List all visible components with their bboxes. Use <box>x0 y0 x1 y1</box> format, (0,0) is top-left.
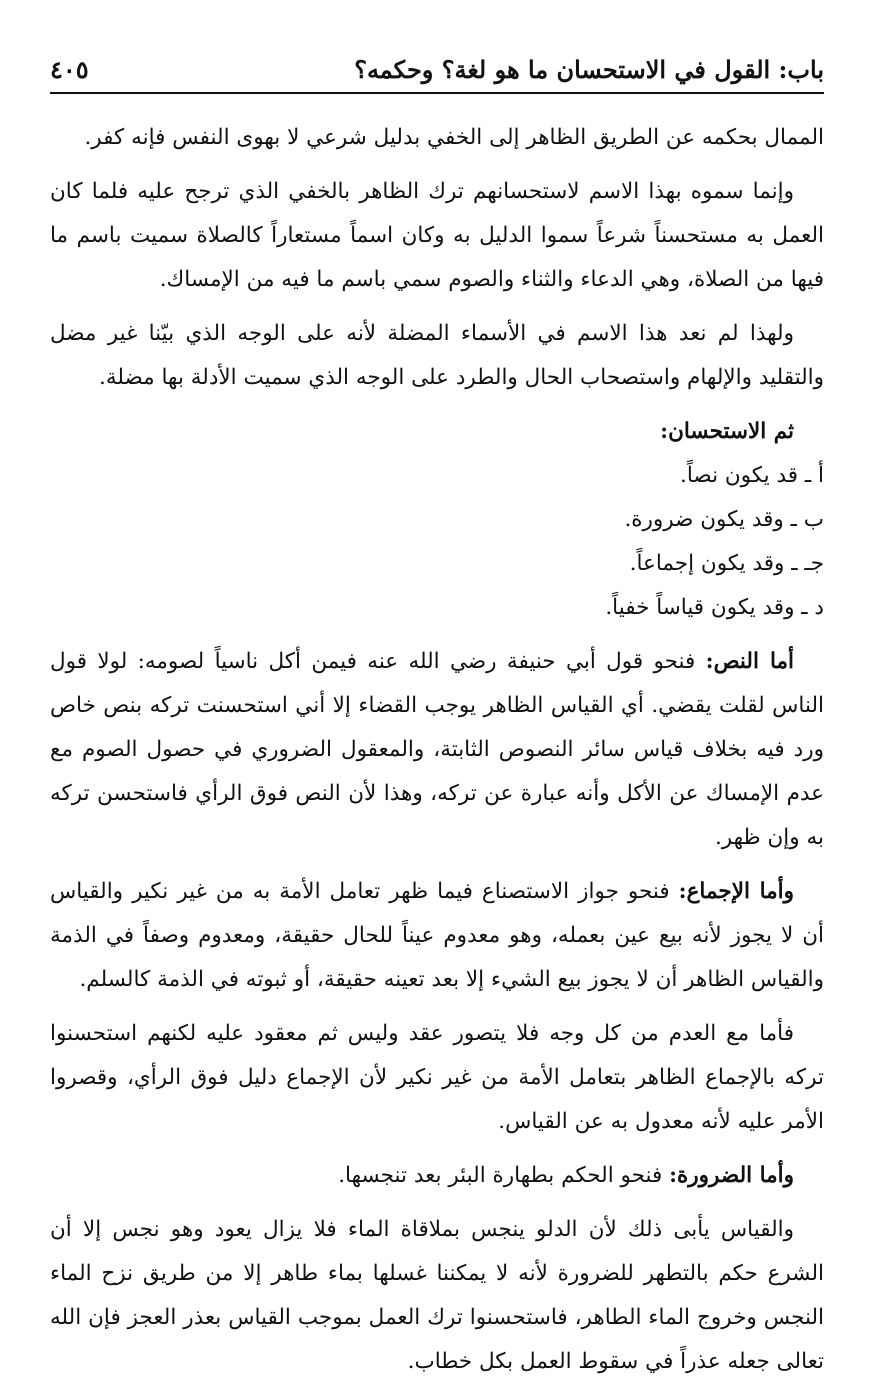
paragraph-naming-reason: وإنما سموه بهذا الاسم لاستحسانهم ترك الظاهر بالخفي الذي ترجح عليه فلما كان العمل به مستحسناً شرعاً سموا الدليل به وكان اسماً مستعاراً كالصلاة سميت باسم ما فيها من الصلاة، وهي الدعاء والثناء والصوم سمي باسم ما فيه من الإمساك. <box>50 179 824 292</box>
paragraph-body: فنحو الحكم بطهارة البئر بعد تنجسها. <box>338 1163 670 1188</box>
paragraph-body: فنحو قول أبي حنيفة رضي الله عنه فيمن أكل ناسياً لصومه: لولا قول الناس لقلت يقضي. أي القياس الظاهر يوجب القضاء إلا أني استحسنت تركه بنص خاص ورد فيه بخلاف قياس سائر النصوص الثابتة، والمعقول الضروري في حصول الصوم مع عدم الإمساك عن الأكل وأنه عبارة عن تركه، وهذا لأن النص فوق الرأي فاستحسن تركه به وإن ظهر. <box>50 649 824 850</box>
page-body <box>50 116 824 1384</box>
paragraph-text-type <box>50 640 824 860</box>
paragraph-consensus-type <box>50 870 824 1002</box>
paragraph-necessity-type <box>50 1154 824 1198</box>
paragraph-lead: وأما الإجماع: <box>678 879 795 904</box>
paragraph-continuation: الممال بحكمه عن الطريق الظاهر إلى الخفي بدليل شرعي لا بهوى النفس فإنه كفر. <box>84 125 824 150</box>
paragraph-lead: أما النص: <box>705 649 794 674</box>
list-item-hidden-analogy: د ـ وقد يكون قياساً خفياً. <box>605 595 824 620</box>
list-item-text: أ ـ قد يكون نصاً. <box>680 463 824 488</box>
chapter-title: باب: القول في الاستحسان ما هو لغة؟ وحكمه؟ <box>354 55 824 84</box>
page-header <box>50 52 824 88</box>
header-divider <box>50 92 824 94</box>
page-number: ٤٠٥ <box>50 55 89 84</box>
paragraph-body: فنحو جواز الاستصناع فيما ظهر تعامل الأمة به من غير نكير والقياس أن لا يجوز لأنه بيع عين بعمله، وهو معدوم عيناً للحال حقيقة، ومعدوم وصفاً في الذمة والقياس الظاهر أن لا يجوز بيع الشيء إلا بعد تعينه حقيقة، أو ثبوته في الذمة كالسلم. <box>50 879 824 992</box>
types-heading: ثم الاستحسان: <box>660 419 794 444</box>
paragraph-nonexistence: فأما مع العدم من كل وجه فلا يتصور عقد وليس ثم معقود عليه لكنهم استحسنوا تركه بالإجماع الظاهر بتعامل الأمة من غير نكير لأن الإجماع دليل فوق الرأي، وقصروا الأمر عليه لأنه معدول به عن القياس. <box>50 1021 824 1134</box>
paragraph-not-misleading: ولهذا لم نعد هذا الاسم في الأسماء المضلة لأنه على الوجه الذي بيّنا غير مضل والتقليد والإلهام واستصحاب الحال والطرد على الوجه الذي سميت الأدلة بها مضلة. <box>50 321 824 390</box>
list-item-consensus: جـ ـ وقد يكون إجماعاً. <box>629 551 824 576</box>
list-item-necessity: ب ـ وقد يكون ضرورة. <box>624 507 824 532</box>
paragraph-lead: وأما الضرورة: <box>669 1163 794 1188</box>
paragraph-well-purification: والقياس يأبى ذلك لأن الدلو ينجس بملاقاة الماء فلا يزال يعود وهو نجس إلا أن الشرع حكم بالتطهر للضرورة لأنه لا يمكننا غسلها بماء طاهر إلا من طريق نزح الماء النجس وخروج الماء الطاهر، فاستحسنوا ترك العمل بموجب القياس بعذر العجز فإن الله تعالى جعله عذراً في سقوط العمل بكل خطاب. <box>50 1217 824 1374</box>
